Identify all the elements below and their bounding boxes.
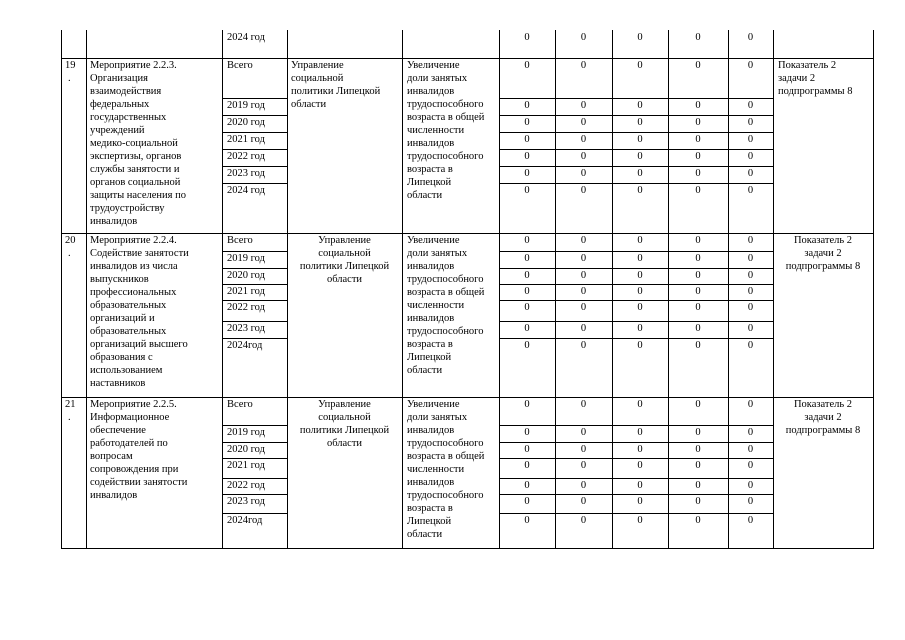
value-cell: 0	[747, 168, 754, 179]
value-cell: 0	[580, 340, 587, 351]
executor: Управление	[318, 399, 371, 410]
value-cell: 0	[524, 60, 530, 71]
value-cell: 0	[580, 323, 587, 334]
value-cell: 0	[695, 427, 701, 438]
value-cell: 0	[637, 185, 643, 196]
value-cell: 0	[580, 399, 587, 410]
value-cell: 0	[637, 302, 643, 313]
value-cell: 0	[695, 399, 701, 410]
expected-result: трудоспособного	[407, 99, 484, 110]
value-cell: 0	[747, 32, 754, 43]
value-cell: 0	[695, 515, 701, 526]
value-cell: 0	[695, 60, 701, 71]
value-cell: 0	[695, 253, 701, 264]
expected-result: Увеличение	[407, 60, 460, 71]
value-cell: 0	[524, 444, 530, 455]
value-cell: 0	[747, 134, 754, 145]
event-description: службы занятости и	[90, 164, 180, 175]
value-cell: 0	[524, 302, 530, 313]
value-cell: 0	[580, 151, 587, 162]
expected-result: Увеличение	[407, 399, 460, 410]
year-label: 2022 год	[227, 151, 265, 162]
executor: социальной	[318, 248, 371, 259]
row-number: 19	[65, 60, 76, 71]
executor: социальной	[318, 412, 371, 423]
expected-result: Увеличение	[407, 235, 460, 246]
value-cell: 0	[695, 444, 701, 455]
expected-result: численности	[407, 125, 465, 136]
year-label: 2023 год	[227, 323, 265, 334]
executor: Управление	[291, 60, 344, 71]
value-cell: 0	[580, 270, 587, 281]
executor: области	[326, 274, 363, 285]
column-border	[402, 30, 403, 548]
year-label: 2022 год	[227, 302, 265, 313]
event-description: органов социальной	[90, 177, 181, 188]
event-description: образовательных	[90, 300, 167, 311]
value-cell: 0	[524, 168, 530, 179]
value-cell: 0	[637, 134, 643, 145]
expected-result: возраста в	[407, 164, 453, 175]
value-cell: 0	[747, 100, 754, 111]
value-cell: 0	[637, 32, 643, 43]
executor: области	[326, 438, 363, 449]
year-label: 2024год	[227, 515, 263, 526]
indicator: Показатель 2	[793, 235, 853, 246]
event-description: Мероприятие 2.2.4.	[90, 235, 177, 246]
expected-result: возраста в	[407, 503, 453, 514]
value-cell: 0	[524, 480, 530, 491]
value-cell: 0	[695, 185, 701, 196]
value-cell: 0	[580, 168, 587, 179]
value-cell: 0	[580, 515, 587, 526]
value-cell: 0	[580, 427, 587, 438]
value-cell: 0	[580, 480, 587, 491]
expected-result: области	[407, 190, 443, 201]
event-description: федеральных	[90, 99, 150, 110]
value-cell: 0	[747, 399, 754, 410]
value-cell: 0	[637, 168, 643, 179]
value-cell: 0	[695, 302, 701, 313]
executor: Управление	[318, 235, 371, 246]
value-cell: 0	[524, 286, 530, 297]
expected-result: инвалидов	[407, 425, 455, 436]
event-description: государственных	[90, 112, 167, 123]
year-label: 2024 год	[227, 32, 265, 43]
column-border	[287, 30, 288, 548]
value-cell: 0	[637, 460, 643, 471]
expected-result: инвалидов	[407, 313, 455, 324]
event-description: организаций высшего	[90, 339, 188, 350]
value-cell: 0	[524, 460, 530, 471]
value-cell: 0	[637, 323, 643, 334]
expected-result: инвалидов	[407, 86, 455, 97]
value-cell: 0	[747, 117, 754, 128]
value-cell: 0	[524, 399, 530, 410]
indicator: задачи 2	[804, 248, 842, 259]
value-cell: 0	[524, 32, 530, 43]
executor: области	[291, 99, 327, 110]
event-description: выпускников	[90, 274, 149, 285]
value-cell: 0	[695, 117, 701, 128]
year-label: 2021 год	[227, 134, 265, 145]
column-border	[873, 30, 874, 548]
event-description: организаций и	[90, 313, 155, 324]
year-label: 2022 год	[227, 480, 265, 491]
year-label: 2020 год	[227, 270, 265, 281]
event-description: Организация	[90, 73, 148, 84]
event-description: защиты населения по	[90, 190, 186, 201]
value-cell: 0	[695, 270, 701, 281]
row-number: 21	[65, 399, 76, 410]
value-cell: 0	[695, 286, 701, 297]
value-cell: 0	[747, 235, 754, 246]
expected-result: возраста в общей	[407, 451, 485, 462]
value-cell: 0	[747, 444, 754, 455]
expected-result: инвалидов	[407, 138, 455, 149]
value-cell: 0	[637, 100, 643, 111]
value-cell: 0	[747, 270, 754, 281]
value-cell: 0	[524, 134, 530, 145]
value-cell: 0	[524, 323, 530, 334]
expected-result: трудоспособного	[407, 438, 484, 449]
indicator: задачи 2	[778, 73, 816, 84]
expected-result: доли занятых	[407, 412, 468, 423]
value-cell: 0	[580, 100, 587, 111]
value-cell: 0	[747, 427, 754, 438]
value-cell: 0	[580, 185, 587, 196]
value-cell: 0	[580, 444, 587, 455]
event-description: взаимодействия	[90, 86, 162, 97]
value-cell: 0	[637, 480, 643, 491]
expected-result: Липецкой	[407, 516, 452, 527]
value-cell: 0	[580, 253, 587, 264]
year-label: Всего	[227, 235, 253, 246]
indicator: Показатель 2	[778, 60, 837, 71]
value-cell: 0	[747, 185, 754, 196]
row-number: 20	[65, 235, 76, 246]
expected-result: доли занятых	[407, 248, 468, 259]
expected-result: инвалидов	[407, 261, 455, 272]
value-cell: 0	[637, 235, 643, 246]
expected-result: Липецкой	[407, 177, 452, 188]
expected-result: Липецкой	[407, 352, 452, 363]
event-description: содействии занятости	[90, 477, 188, 488]
expected-result: инвалидов	[407, 477, 455, 488]
value-cell: 0	[524, 117, 530, 128]
event-description: образовательных	[90, 326, 167, 337]
value-cell: 0	[637, 270, 643, 281]
event-description: обеспечение	[90, 425, 146, 436]
year-label: 2024год	[227, 340, 263, 351]
expected-result: трудоспособного	[407, 151, 484, 162]
value-cell: 0	[747, 286, 754, 297]
value-cell: 0	[580, 32, 587, 43]
value-cell: 0	[524, 427, 530, 438]
column-border	[773, 30, 774, 548]
indicator: задачи 2	[804, 412, 842, 423]
value-cell: 0	[695, 496, 701, 507]
year-label: 2024 год	[227, 185, 265, 196]
column-border	[86, 30, 87, 548]
event-description: образования с	[90, 352, 153, 363]
year-label: 2019 год	[227, 100, 265, 111]
value-cell: 0	[524, 253, 530, 264]
executor: политики Липецкой	[291, 86, 381, 97]
value-cell: 0	[524, 515, 530, 526]
value-cell: 0	[524, 496, 530, 507]
event-description: трудоустройству	[90, 203, 165, 214]
event-description: Содействие занятости	[90, 248, 189, 259]
value-cell: 0	[637, 117, 643, 128]
value-cell: 0	[695, 460, 701, 471]
expected-result: возраста в общей	[407, 112, 485, 123]
year-label: 2021 год	[227, 460, 265, 471]
value-cell: 0	[637, 286, 643, 297]
value-cell: 0	[695, 340, 701, 351]
event-description: вопросам	[90, 451, 133, 462]
executor: политики Липецкой	[299, 425, 390, 436]
column-border	[222, 30, 223, 548]
event-description: медико-социальной	[90, 138, 178, 149]
value-cell: 0	[637, 60, 643, 71]
year-label: Всего	[227, 60, 253, 71]
row-number: .	[68, 248, 71, 259]
executor: политики Липецкой	[299, 261, 390, 272]
value-cell: 0	[637, 427, 643, 438]
row-border	[61, 548, 874, 549]
value-cell: 0	[524, 340, 530, 351]
column-border	[61, 30, 62, 548]
value-cell: 0	[524, 151, 530, 162]
event-description: инвалидов из числа	[90, 261, 178, 272]
executor: социальной	[291, 73, 344, 84]
expected-result: возраста в общей	[407, 287, 485, 298]
value-cell: 0	[580, 60, 587, 71]
value-cell: 0	[580, 134, 587, 145]
event-description: профессиональных	[90, 287, 177, 298]
value-cell: 0	[580, 460, 587, 471]
value-cell: 0	[695, 323, 701, 334]
value-cell: 0	[524, 235, 530, 246]
event-description: Информационное	[90, 412, 170, 423]
year-label: 2019 год	[227, 427, 265, 438]
value-cell: 0	[747, 151, 754, 162]
value-cell: 0	[747, 480, 754, 491]
expected-result: численности	[407, 300, 465, 311]
event-description: инвалидов	[90, 216, 138, 227]
year-label: Всего	[227, 399, 253, 410]
expected-result: численности	[407, 464, 465, 475]
indicator: подпрограммы 8	[778, 86, 853, 97]
value-cell: 0	[637, 444, 643, 455]
expected-result: области	[407, 365, 443, 376]
value-cell: 0	[747, 60, 754, 71]
indicator: подпрограммы 8	[785, 261, 861, 272]
row-number: .	[68, 412, 71, 423]
value-cell: 0	[524, 185, 530, 196]
year-label: 2023 год	[227, 168, 265, 179]
value-cell: 0	[580, 496, 587, 507]
value-cell: 0	[580, 286, 587, 297]
expected-result: трудоспособного	[407, 274, 484, 285]
year-label: 2021 год	[227, 286, 265, 297]
value-cell: 0	[637, 515, 643, 526]
value-cell: 0	[695, 168, 701, 179]
value-cell: 0	[747, 302, 754, 313]
value-cell: 0	[695, 134, 701, 145]
value-cell: 0	[580, 235, 587, 246]
event-description: Мероприятие 2.2.3.	[90, 60, 177, 71]
year-label: 2019 год	[227, 253, 265, 264]
event-description: инвалидов	[90, 490, 138, 501]
expected-result: трудоспособного	[407, 490, 484, 501]
indicator: подпрограммы 8	[785, 425, 861, 436]
value-cell: 0	[524, 100, 530, 111]
event-description: Мероприятие 2.2.5.	[90, 399, 177, 410]
value-cell: 0	[695, 480, 701, 491]
value-cell: 0	[695, 100, 701, 111]
year-label: 2020 год	[227, 444, 265, 455]
indicator: Показатель 2	[793, 399, 853, 410]
event-description: учреждений	[90, 125, 145, 136]
value-cell: 0	[747, 515, 754, 526]
expected-result: трудоспособного	[407, 326, 484, 337]
event-description: сопровождения при	[90, 464, 179, 475]
value-cell: 0	[524, 270, 530, 281]
value-cell: 0	[747, 323, 754, 334]
value-cell: 0	[747, 496, 754, 507]
value-cell: 0	[747, 340, 754, 351]
value-cell: 0	[637, 399, 643, 410]
value-cell: 0	[695, 151, 701, 162]
event-description: экспертизы, органов	[90, 151, 182, 162]
expected-result: доли занятых	[407, 73, 468, 84]
value-cell: 0	[637, 151, 643, 162]
expected-result: области	[407, 529, 443, 540]
value-cell: 0	[637, 496, 643, 507]
event-description: использованием	[90, 365, 163, 376]
value-cell: 0	[580, 117, 587, 128]
value-cell: 0	[695, 32, 701, 43]
expected-result: возраста в	[407, 339, 453, 350]
value-cell: 0	[747, 253, 754, 264]
value-cell: 0	[580, 302, 587, 313]
row-number: .	[68, 73, 71, 84]
value-cell: 0	[637, 253, 643, 264]
year-label: 2020 год	[227, 117, 265, 128]
value-cell: 0	[695, 235, 701, 246]
event-description: работодателей по	[90, 438, 168, 449]
value-cell: 0	[747, 460, 754, 471]
event-description: наставников	[90, 378, 146, 389]
value-cell: 0	[637, 340, 643, 351]
year-label: 2023 год	[227, 496, 265, 507]
